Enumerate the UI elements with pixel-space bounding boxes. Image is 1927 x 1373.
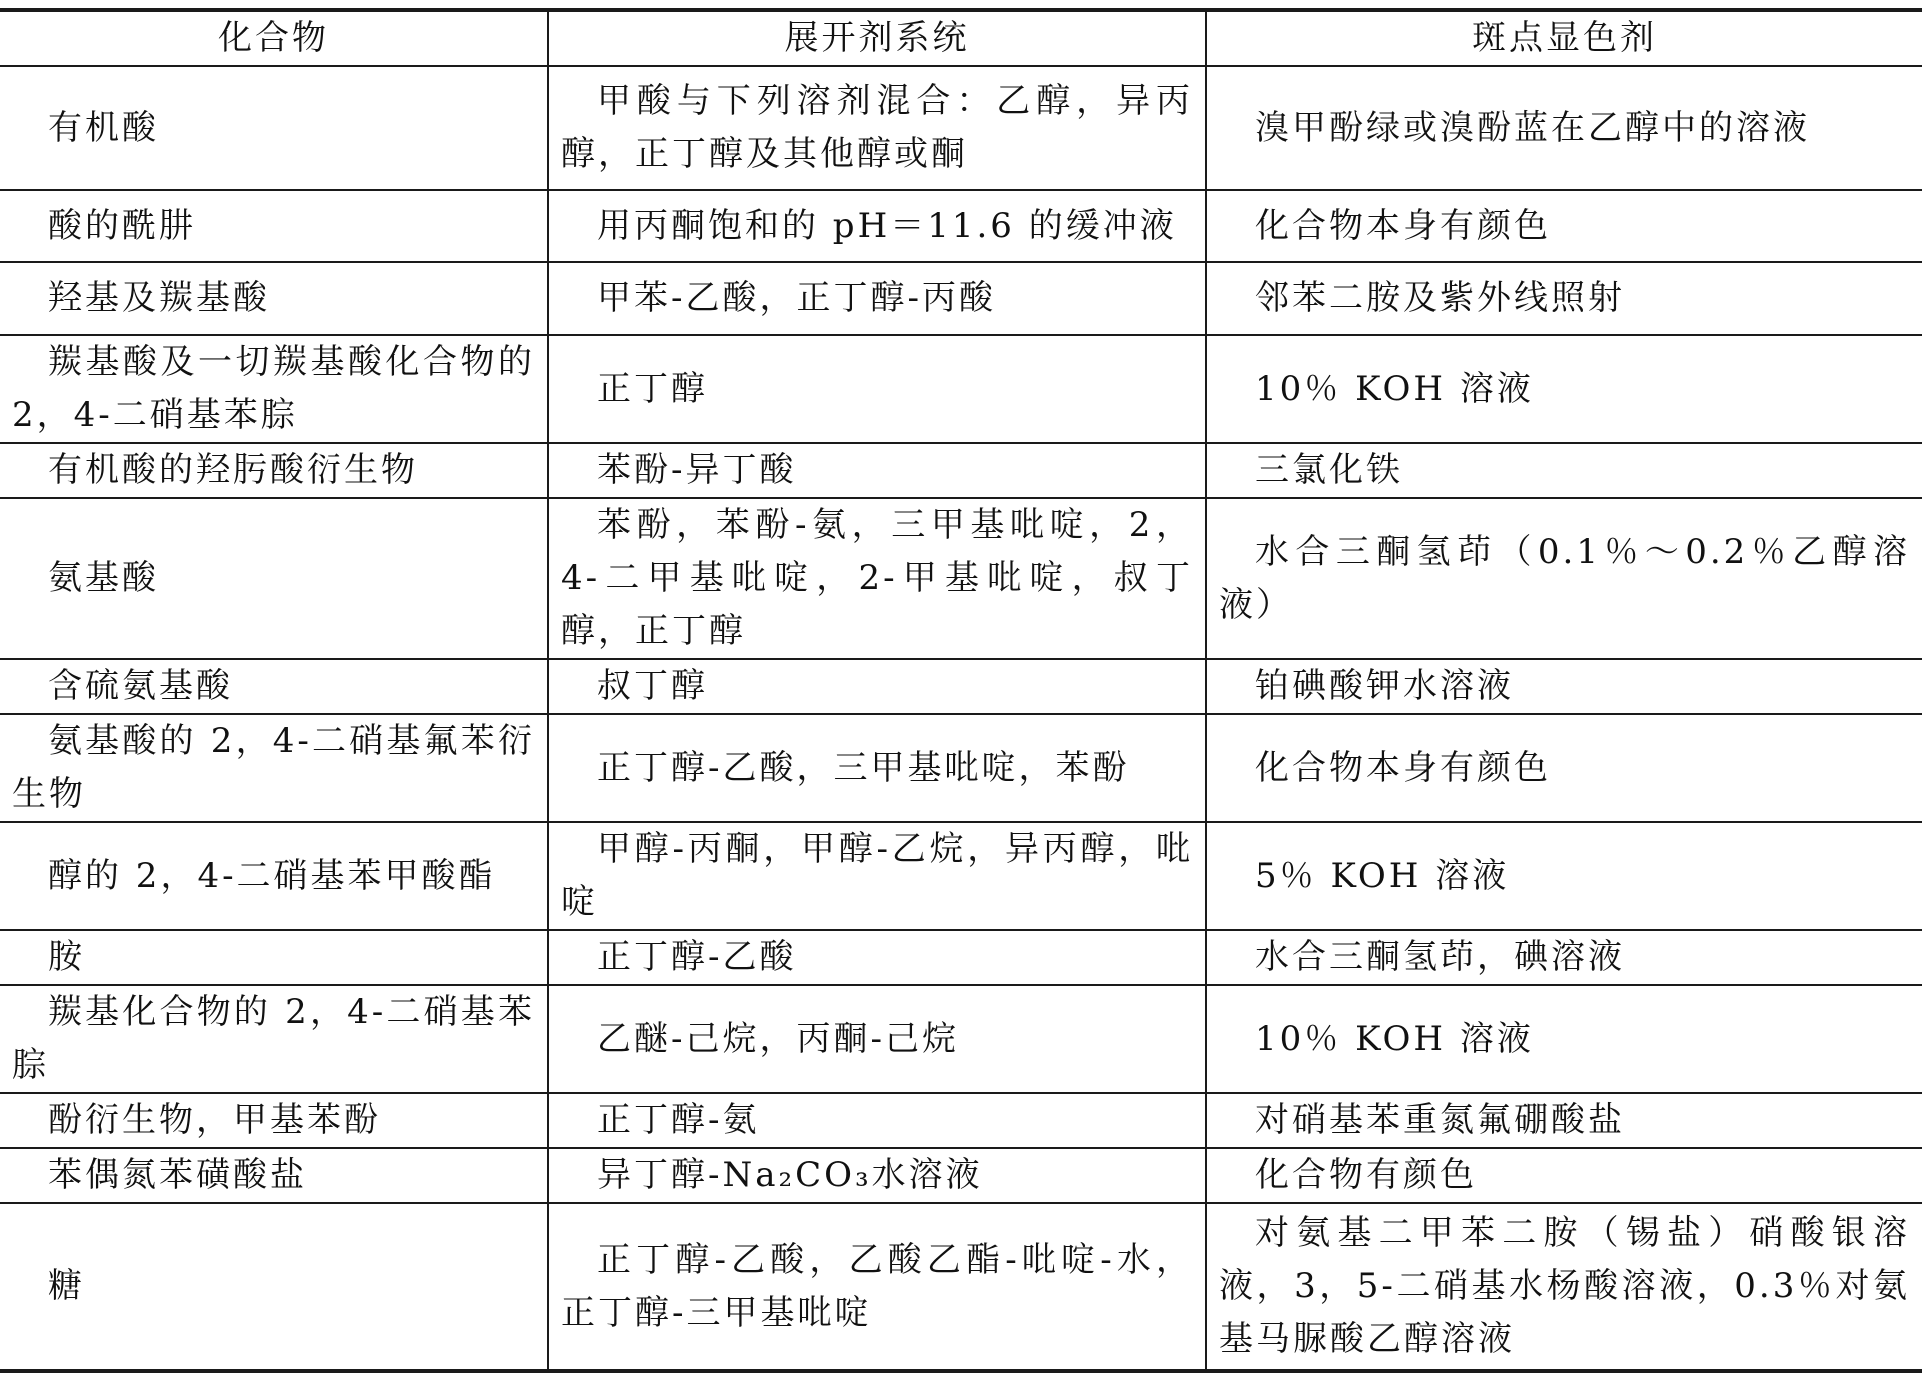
reagent-cell-text: 化合物本身有颜色 bbox=[1255, 205, 1551, 246]
compound-cell-text: 酸的酰肼 bbox=[48, 205, 196, 246]
solvent-cell bbox=[548, 443, 1206, 498]
compound-cell bbox=[0, 659, 548, 714]
solvent-cell bbox=[548, 985, 1206, 1093]
compound-cell bbox=[0, 822, 548, 930]
solvent-cell bbox=[548, 66, 1206, 190]
reagent-cell bbox=[1206, 1203, 1922, 1371]
solvent-cell bbox=[548, 262, 1206, 335]
reagent-cell-text: 10％ KOH 溶液 bbox=[1255, 1018, 1534, 1059]
compound-cell bbox=[0, 262, 548, 335]
table-row bbox=[0, 930, 1922, 985]
compound-cell bbox=[0, 714, 548, 822]
solvent-cell bbox=[548, 335, 1206, 443]
solvent-cell-text: 正丁醇-氨 bbox=[597, 1100, 760, 1140]
compound-cell bbox=[0, 930, 548, 985]
reagent-cell bbox=[1206, 335, 1922, 443]
reagent-cell-text: 铂碘酸钾水溶液 bbox=[1255, 666, 1514, 706]
reagent-cell-text: 化合物有颜色 bbox=[1255, 1155, 1477, 1195]
compound-cell-text: 羰基化合物的 2，4-二硝基苯腙 bbox=[12, 992, 535, 1085]
solvent-cell bbox=[548, 714, 1206, 822]
compound-cell bbox=[0, 498, 548, 659]
compound-cell-text: 羟基及羰基酸 bbox=[48, 278, 270, 318]
reagent-cell-text: 对氨基二甲苯二胺（锡盐）硝酸银溶液，3，5-二硝基水杨酸溶液，0.3％对氨基马脲酸乙醇溶液 bbox=[1219, 1213, 1910, 1359]
compound-cell-text: 糖 bbox=[48, 1266, 85, 1306]
table-row bbox=[0, 659, 1922, 714]
header-compound: 化合物 bbox=[0, 10, 548, 66]
solvent-cell-text: 甲苯-乙酸，正丁醇-丙酸 bbox=[597, 278, 996, 318]
compound-cell-text: 酚衍生物，甲基苯酚 bbox=[48, 1100, 381, 1140]
compound-cell-text: 苯偶氮苯磺酸盐 bbox=[48, 1155, 307, 1195]
reagent-cell bbox=[1206, 262, 1922, 335]
reagent-cell bbox=[1206, 498, 1922, 659]
reagent-cell bbox=[1206, 190, 1922, 262]
table-row bbox=[0, 190, 1922, 262]
solvent-cell-text: 正丁醇 bbox=[597, 368, 708, 409]
solvent-cell bbox=[548, 822, 1206, 930]
solvent-cell-text: 苯酚-异丁酸 bbox=[597, 450, 797, 490]
compound-cell bbox=[0, 66, 548, 190]
compound-cell bbox=[0, 335, 548, 443]
reagent-cell-text: 水合三酮氢茚，碘溶液 bbox=[1255, 937, 1625, 977]
compound-cell-text: 有机酸的羟肟酸衍生物 bbox=[48, 450, 418, 490]
reagent-cell bbox=[1206, 1093, 1922, 1148]
compound-cell bbox=[0, 190, 548, 262]
compound-cell-text: 氨基酸的 2，4-二硝基氟苯衍生物 bbox=[12, 721, 535, 814]
reagent-cell-text: 水合三酮氢茚（0.1％～0.2％乙醇溶液） bbox=[1219, 531, 1910, 625]
reagent-cell-text: 邻苯二胺及紫外线照射 bbox=[1255, 278, 1625, 318]
table-row bbox=[0, 1203, 1922, 1371]
reagent-cell-text: 溴甲酚绿或溴酚蓝在乙醇中的溶液 bbox=[1255, 107, 1810, 148]
solvent-cell bbox=[548, 1093, 1206, 1148]
reagent-cell-text: 三氯化铁 bbox=[1255, 450, 1403, 490]
solvent-cell-text: 叔丁醇 bbox=[597, 666, 708, 706]
reagent-cell-text: 对硝基苯重氮氟硼酸盐 bbox=[1255, 1100, 1625, 1140]
solvent-cell bbox=[548, 1203, 1206, 1371]
table-header bbox=[0, 10, 1922, 66]
table-body bbox=[0, 66, 1922, 1371]
header-row bbox=[0, 10, 1922, 66]
reagent-cell bbox=[1206, 822, 1922, 930]
reagent-cell bbox=[1206, 714, 1922, 822]
compound-cell bbox=[0, 985, 548, 1093]
compound-cell-text: 胺 bbox=[48, 937, 85, 977]
reagent-cell bbox=[1206, 443, 1922, 498]
solvent-cell bbox=[548, 498, 1206, 659]
solvent-cell-text: 异丁醇-Na₂CO₃水溶液 bbox=[597, 1155, 983, 1195]
header-spot-reagent: 斑点显色剂 bbox=[1206, 10, 1922, 66]
table-row bbox=[0, 498, 1922, 659]
solvent-cell-text: 正丁醇-乙酸 bbox=[597, 937, 797, 977]
reagent-cell bbox=[1206, 659, 1922, 714]
table-row bbox=[0, 822, 1922, 930]
solvent-cell bbox=[548, 1148, 1206, 1203]
solvent-cell-text: 甲醇-丙酮，甲醇-乙烷，异丙醇，吡啶 bbox=[561, 829, 1193, 922]
data-table bbox=[0, 8, 1922, 1373]
compound-cell bbox=[0, 1148, 548, 1203]
compound-cell bbox=[0, 1093, 548, 1148]
solvent-cell-text: 正丁醇-乙酸，三甲基吡啶，苯酚 bbox=[597, 747, 1130, 788]
solvent-cell-text: 乙醚-己烷，丙酮-己烷 bbox=[597, 1018, 959, 1059]
solvent-cell-text: 用丙酮饱和的 pH＝11.6 的缓冲液 bbox=[597, 205, 1177, 246]
table-row bbox=[0, 66, 1922, 190]
table-row bbox=[0, 985, 1922, 1093]
table-row bbox=[0, 1148, 1922, 1203]
reagent-cell-text: 10％ KOH 溶液 bbox=[1255, 368, 1534, 409]
solvent-cell bbox=[548, 930, 1206, 985]
table-row bbox=[0, 1093, 1922, 1148]
solvent-cell-text: 正丁醇-乙酸，乙酸乙酯-吡啶-水，正丁醇-三甲基吡啶 bbox=[561, 1239, 1193, 1333]
reagent-cell-text: 5％ KOH 溶液 bbox=[1255, 855, 1510, 896]
reagent-cell bbox=[1206, 930, 1922, 985]
reagent-cell-text: 化合物本身有颜色 bbox=[1255, 747, 1551, 788]
solvent-cell-text: 苯酚，苯酚-氨，三甲基吡啶，2，4-二甲基吡啶，2-甲基吡啶，叔丁醇，正丁醇 bbox=[561, 505, 1193, 651]
solvent-cell bbox=[548, 190, 1206, 262]
table-row bbox=[0, 262, 1922, 335]
compound-cell-text: 氨基酸 bbox=[48, 558, 159, 598]
solvent-cell-text: 甲酸与下列溶剂混合：乙醇，异丙醇，正丁醇及其他醇或酮 bbox=[561, 81, 1193, 174]
reagent-cell bbox=[1206, 66, 1922, 190]
compound-cell-text: 有机酸 bbox=[48, 107, 159, 148]
header-solvent-system: 展开剂系统 bbox=[548, 10, 1206, 66]
table-row bbox=[0, 714, 1922, 822]
reagent-cell bbox=[1206, 1148, 1922, 1203]
table-row bbox=[0, 335, 1922, 443]
table-row bbox=[0, 443, 1922, 498]
compound-cell bbox=[0, 443, 548, 498]
compound-cell-text: 羰基酸及一切羰基酸化合物的2，4-二硝基苯腙 bbox=[12, 342, 535, 435]
solvent-cell bbox=[548, 659, 1206, 714]
compound-cell-text: 醇的 2，4-二硝基苯甲酸酯 bbox=[48, 855, 496, 896]
compound-cell-text: 含硫氨基酸 bbox=[48, 666, 233, 706]
compound-cell bbox=[0, 1203, 548, 1371]
reagent-cell bbox=[1206, 985, 1922, 1093]
